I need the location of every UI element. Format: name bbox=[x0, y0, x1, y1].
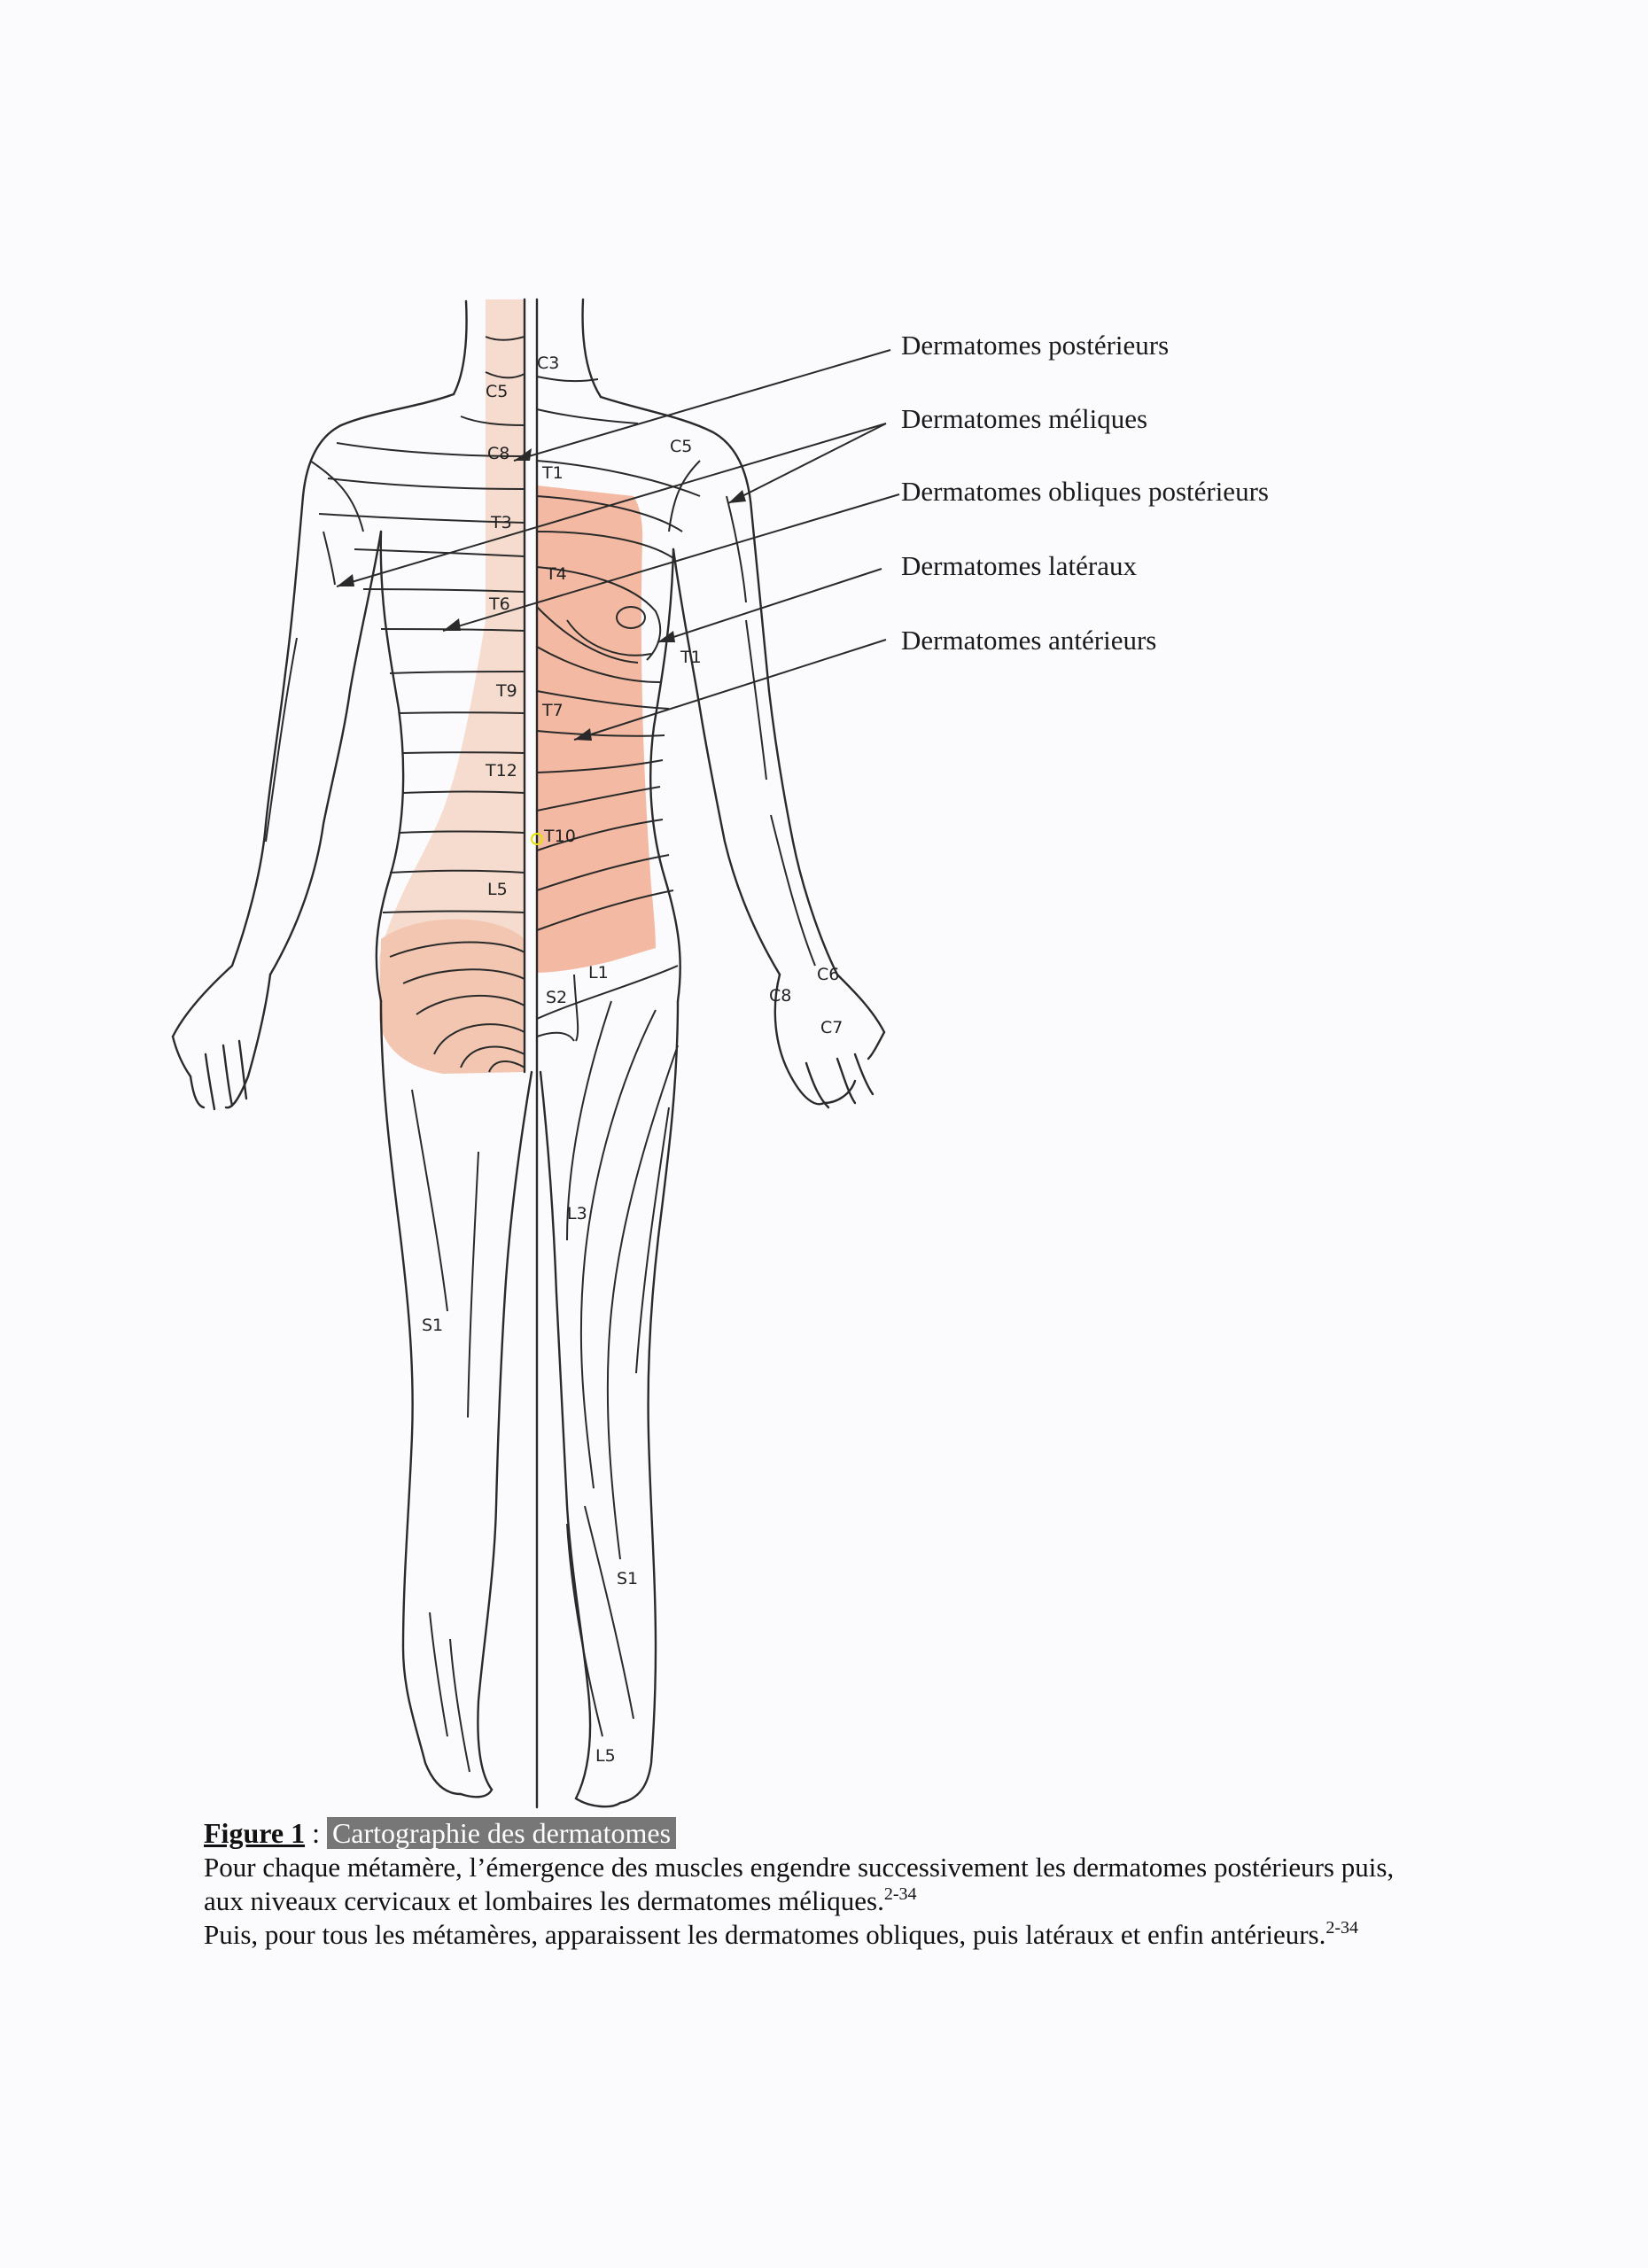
caption-paragraph-1-text: Pour chaque métamère, l’émergence des muscles engendre successivement les dermatomes postérieurs puis, aux niveaux cervicaux et lombaires les dermatomes méliques. bbox=[204, 1852, 1395, 1916]
segment-label: T3 bbox=[491, 513, 512, 532]
segment-label: S2 bbox=[546, 988, 568, 1007]
segment-label: T1 bbox=[680, 648, 702, 667]
segment-label: T1 bbox=[542, 463, 564, 483]
segment-label: C8 bbox=[487, 444, 510, 463]
segment-label: L5 bbox=[595, 1746, 616, 1766]
anterior-zone-fill bbox=[537, 485, 656, 973]
segment-label: C5 bbox=[670, 437, 693, 456]
callout-label-melic: Dermatomes méliques bbox=[901, 403, 1148, 434]
segment-label: C5 bbox=[486, 382, 509, 401]
figure-title: Cartographie des dermatomes bbox=[327, 1817, 676, 1849]
caption-paragraph-2-text: Puis, pour tous les métamères, apparaissent les dermatomes obliques, puis latéraux et enfin antérieurs. bbox=[204, 1918, 1326, 1950]
segment-label: C8 bbox=[769, 986, 792, 1006]
caption-title-line bbox=[204, 1816, 1426, 1851]
figure-caption bbox=[204, 1816, 1426, 1951]
segment-label: T12 bbox=[486, 761, 517, 781]
callout-label-posterior: Dermatomes postérieurs bbox=[901, 330, 1170, 361]
segment-label: T7 bbox=[542, 701, 564, 720]
segment-label: T4 bbox=[546, 564, 567, 584]
segment-label: S1 bbox=[422, 1316, 444, 1335]
segment-label: C3 bbox=[537, 353, 560, 373]
segment-label: T6 bbox=[489, 594, 510, 614]
caption-paragraph-1 bbox=[204, 1851, 1426, 1918]
segment-label: T10 bbox=[544, 827, 576, 846]
segment-label: L5 bbox=[487, 880, 508, 899]
body-outline bbox=[173, 299, 884, 1807]
callout-label-anterior: Dermatomes antérieurs bbox=[901, 625, 1157, 656]
segment-label: C6 bbox=[817, 965, 840, 984]
segment-label: T9 bbox=[496, 681, 517, 701]
segment-label: C7 bbox=[820, 1018, 843, 1037]
caption-reference-1: 2-34 bbox=[883, 1884, 917, 1904]
segment-label: L3 bbox=[567, 1204, 587, 1223]
segment-label: S1 bbox=[617, 1569, 639, 1588]
caption-separator: : bbox=[305, 1817, 327, 1849]
callout-label-oblique-posterior: Dermatomes obliques postérieurs bbox=[901, 476, 1269, 507]
caption-paragraph-2 bbox=[204, 1918, 1426, 1952]
caption-reference-2: 2-34 bbox=[1325, 1917, 1359, 1938]
figure-number: Figure 1 bbox=[204, 1817, 306, 1849]
segment-label: L1 bbox=[588, 963, 609, 983]
callout-label-lateral: Dermatomes latéraux bbox=[901, 550, 1137, 581]
